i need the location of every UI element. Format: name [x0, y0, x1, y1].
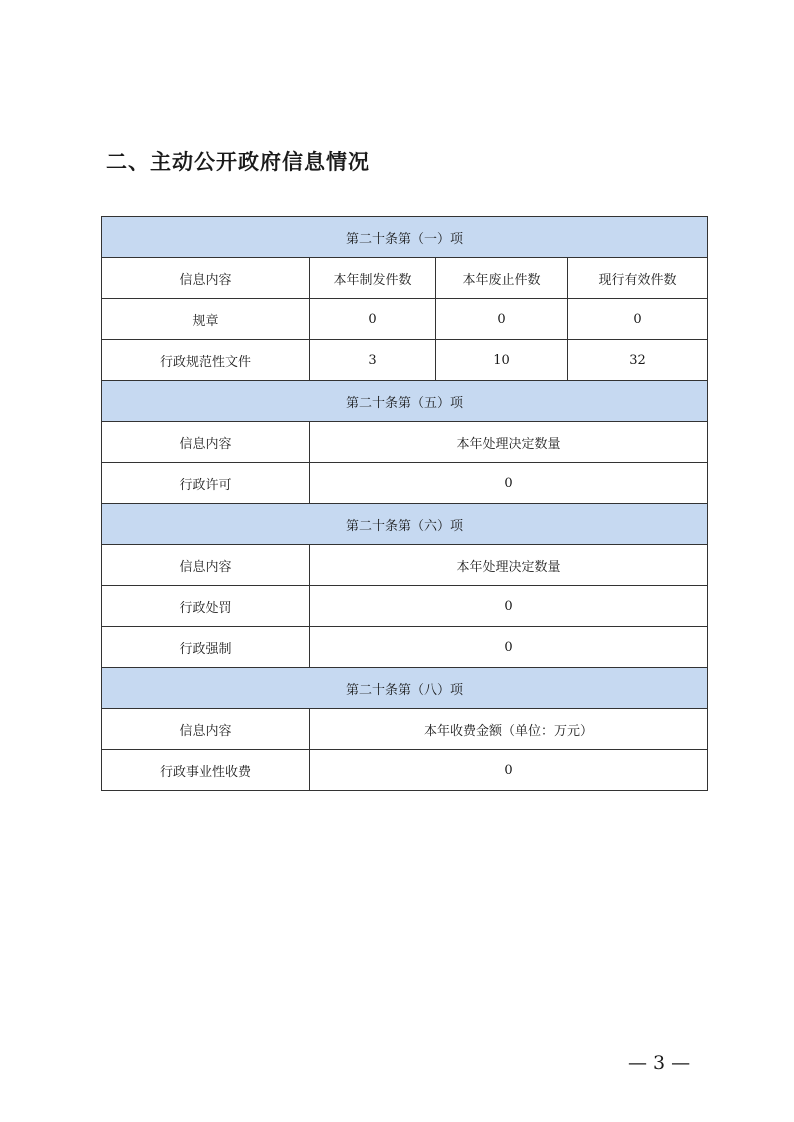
- table-cell: 10: [436, 340, 568, 381]
- section-title: 第二十条第（一）项: [102, 217, 708, 258]
- table-cell: 0: [310, 750, 708, 791]
- table-cell: 0: [436, 299, 568, 340]
- section-header-row: [102, 217, 708, 258]
- page-number: — 3 —: [628, 1052, 691, 1074]
- row-label: 行政强制: [102, 627, 310, 668]
- table-row: [102, 463, 708, 504]
- column-header-row: [102, 422, 708, 463]
- row-label: 行政许可: [102, 463, 310, 504]
- table-row: [102, 586, 708, 627]
- column-header: 信息内容: [102, 422, 310, 463]
- info-disclosure-table: [101, 216, 708, 791]
- table-row: [102, 627, 708, 668]
- column-header-row: [102, 258, 708, 299]
- section-title: 第二十条第（五）项: [102, 381, 708, 422]
- column-header: 信息内容: [102, 258, 310, 299]
- column-header-row: [102, 709, 708, 750]
- column-header: 信息内容: [102, 709, 310, 750]
- section-title: 第二十条第（八）项: [102, 668, 708, 709]
- section-header-row: [102, 668, 708, 709]
- column-header: 本年处理决定数量: [310, 545, 708, 586]
- table-cell: 0: [310, 299, 436, 340]
- table-cell: 0: [310, 627, 708, 668]
- table-cell: 32: [568, 340, 708, 381]
- section-header-row: [102, 381, 708, 422]
- table-row: [102, 750, 708, 791]
- table-cell: 0: [310, 586, 708, 627]
- table-row: [102, 299, 708, 340]
- row-label: 规章: [102, 299, 310, 340]
- column-header: 本年制发件数: [310, 258, 436, 299]
- column-header: 本年废止件数: [436, 258, 568, 299]
- row-label: 行政规范性文件: [102, 340, 310, 381]
- row-label: 行政事业性收费: [102, 750, 310, 791]
- column-header-row: [102, 545, 708, 586]
- table-cell: 0: [310, 463, 708, 504]
- section-title: 第二十条第（六）项: [102, 504, 708, 545]
- column-header: 现行有效件数: [568, 258, 708, 299]
- column-header: 本年处理决定数量: [310, 422, 708, 463]
- table-row: [102, 340, 708, 381]
- table-cell: 3: [310, 340, 436, 381]
- table-cell: 0: [568, 299, 708, 340]
- column-header: 本年收费金额（单位：万元）: [310, 709, 708, 750]
- section-header-row: [102, 504, 708, 545]
- row-label: 行政处罚: [102, 586, 310, 627]
- column-header: 信息内容: [102, 545, 310, 586]
- section-heading: 二、主动公开政府信息情况: [106, 150, 370, 174]
